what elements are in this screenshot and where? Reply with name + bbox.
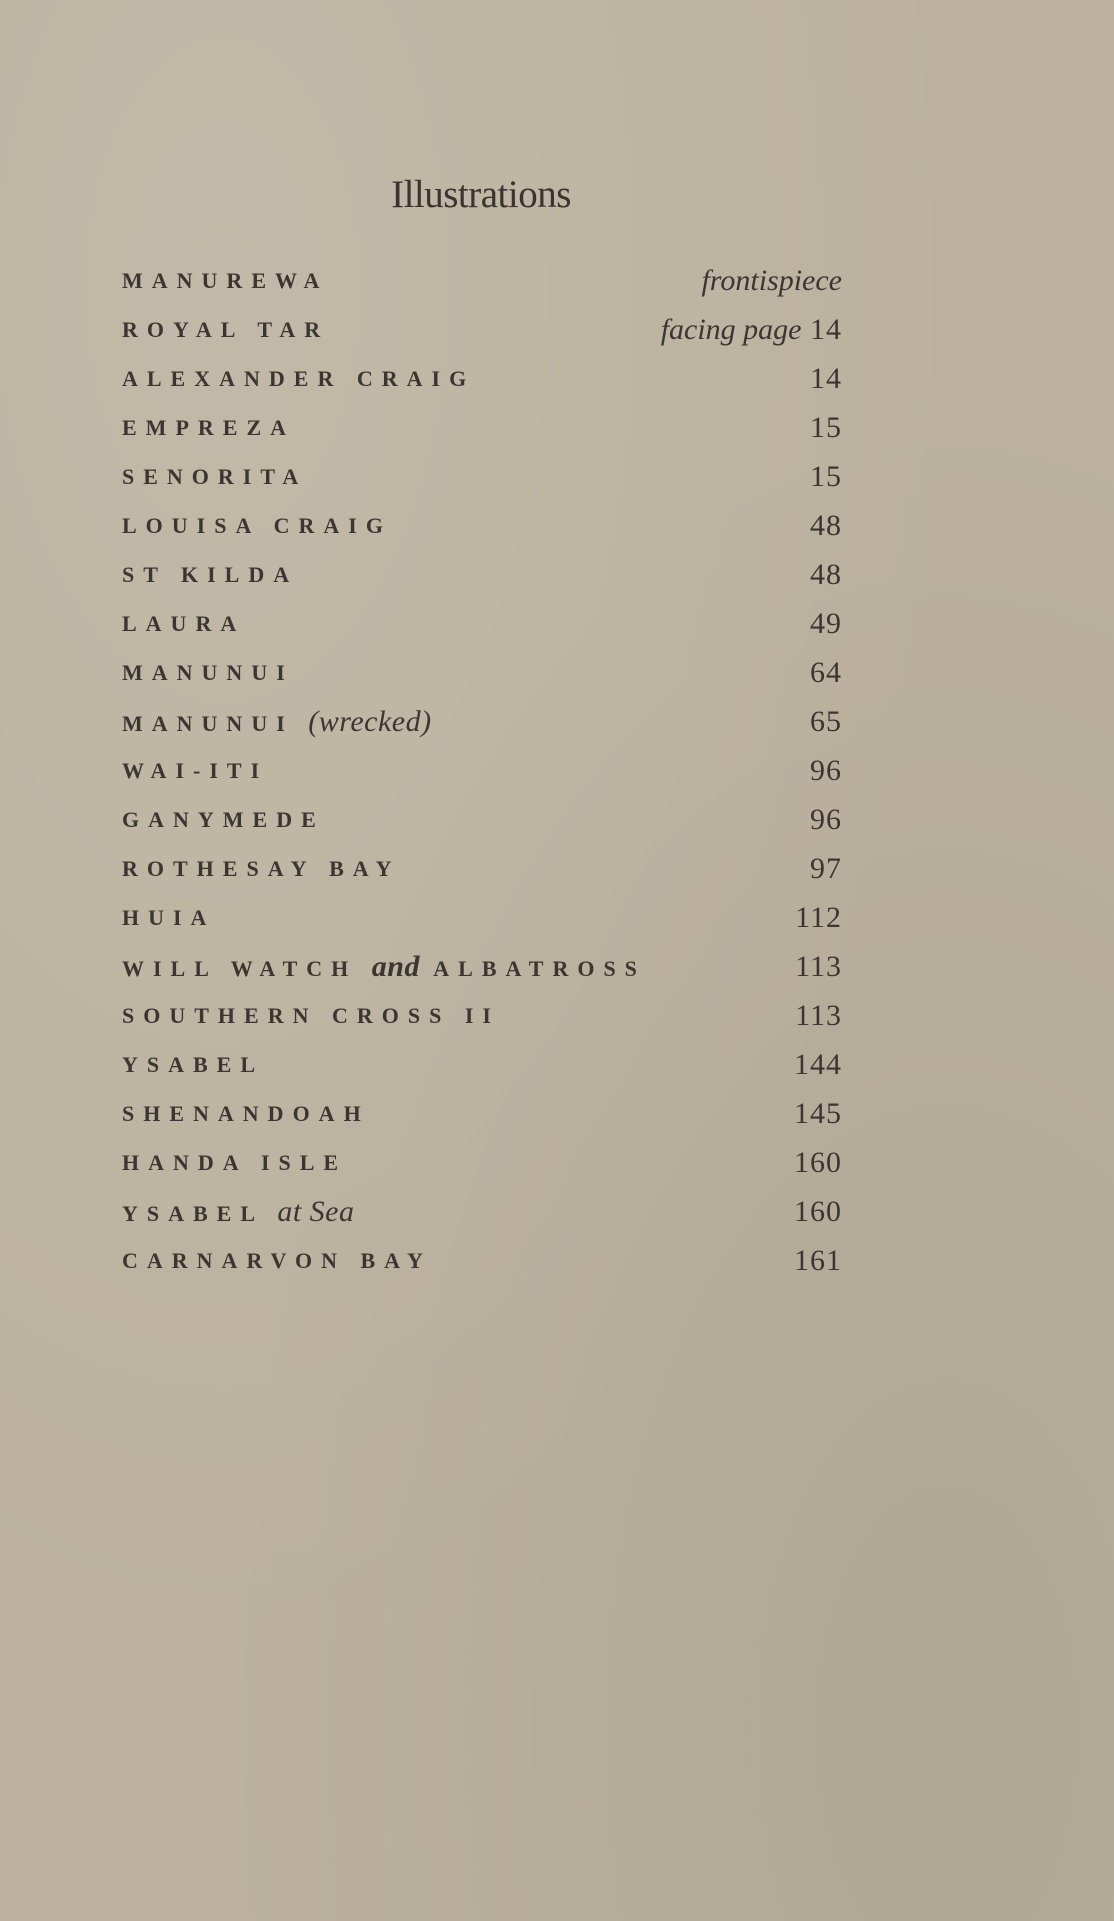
page-number: 113	[795, 949, 842, 983]
list-item	[122, 648, 842, 697]
list-item	[122, 1187, 842, 1236]
page-reference: facing page 14	[660, 312, 842, 346]
illustration-name: SHENANDOAH	[122, 1100, 370, 1126]
page-number: 15	[810, 410, 842, 444]
illustration-name: MANUNUI (wrecked)	[122, 704, 432, 738]
illustration-name: LOUISA CRAIG	[122, 512, 392, 538]
illustration-suffix: at Sea	[277, 1194, 355, 1228]
page-number: 97	[810, 851, 842, 885]
illustration-name: YSABEL	[122, 1051, 265, 1077]
illustration-name: HANDA ISLE	[122, 1149, 348, 1175]
illustration-name: LAURA	[122, 610, 246, 636]
list-item	[122, 599, 842, 648]
illustration-name: GANYMEDE	[122, 806, 325, 832]
list-item	[122, 1040, 842, 1089]
page-number: 49	[810, 606, 842, 640]
page-number: 15	[810, 459, 842, 493]
page-number: 145	[794, 1096, 842, 1130]
illustration-name: ST KILDA	[122, 561, 299, 587]
illustration-name: SENORITA	[122, 463, 308, 489]
page-number: 65	[810, 704, 842, 738]
page-number: 112	[795, 900, 842, 934]
illustration-name: SOUTHERN CROSS II	[122, 1002, 500, 1028]
illustrations-list	[122, 256, 842, 1285]
list-item	[122, 1236, 842, 1285]
illustration-name: HUIA	[122, 904, 216, 930]
page-number: 160	[794, 1145, 842, 1179]
illustration-name: CARNARVON BAY	[122, 1247, 432, 1273]
list-item	[122, 305, 842, 354]
list-item	[122, 354, 842, 403]
illustration-name: MANUNUI	[122, 659, 294, 685]
page-title: Illustrations	[391, 173, 571, 216]
illustration-name: ROYAL TAR	[122, 316, 330, 342]
list-item	[122, 844, 842, 893]
page-number: 48	[810, 508, 842, 542]
list-item	[122, 942, 842, 991]
page-number: 113	[795, 998, 842, 1032]
list-item	[122, 746, 842, 795]
list-item	[122, 403, 842, 452]
illustration-name: ROTHESAY BAY	[122, 855, 401, 881]
list-item	[122, 550, 842, 599]
conjunction: and	[371, 949, 420, 983]
list-item	[122, 501, 842, 550]
page-number: 96	[810, 802, 842, 836]
illustration-name: ALEXANDER CRAIG	[122, 365, 476, 391]
list-item	[122, 1138, 842, 1187]
list-item	[122, 1089, 842, 1138]
list-item	[122, 256, 842, 305]
list-item	[122, 991, 842, 1040]
illustration-name: WAI-ITI	[122, 757, 269, 783]
page-number: 144	[794, 1047, 842, 1081]
illustration-name: YSABEL at Sea	[122, 1194, 355, 1228]
page-number: 64	[810, 655, 842, 689]
list-item	[122, 795, 842, 844]
page-reference: frontispiece	[701, 263, 842, 297]
page-number: 160	[794, 1194, 842, 1228]
list-item	[122, 452, 842, 501]
page-number: 161	[794, 1243, 842, 1277]
page-number: 48	[810, 557, 842, 591]
page-number: 14	[810, 361, 842, 395]
list-item	[122, 697, 842, 746]
list-item	[122, 893, 842, 942]
illustration-note: (wrecked)	[308, 704, 432, 738]
illustration-name: WILL WATCH and ALBATROSS	[122, 949, 646, 983]
page-number: 96	[810, 753, 842, 787]
illustration-name: EMPREZA	[122, 414, 295, 440]
illustration-name: MANUREWA	[122, 267, 329, 293]
